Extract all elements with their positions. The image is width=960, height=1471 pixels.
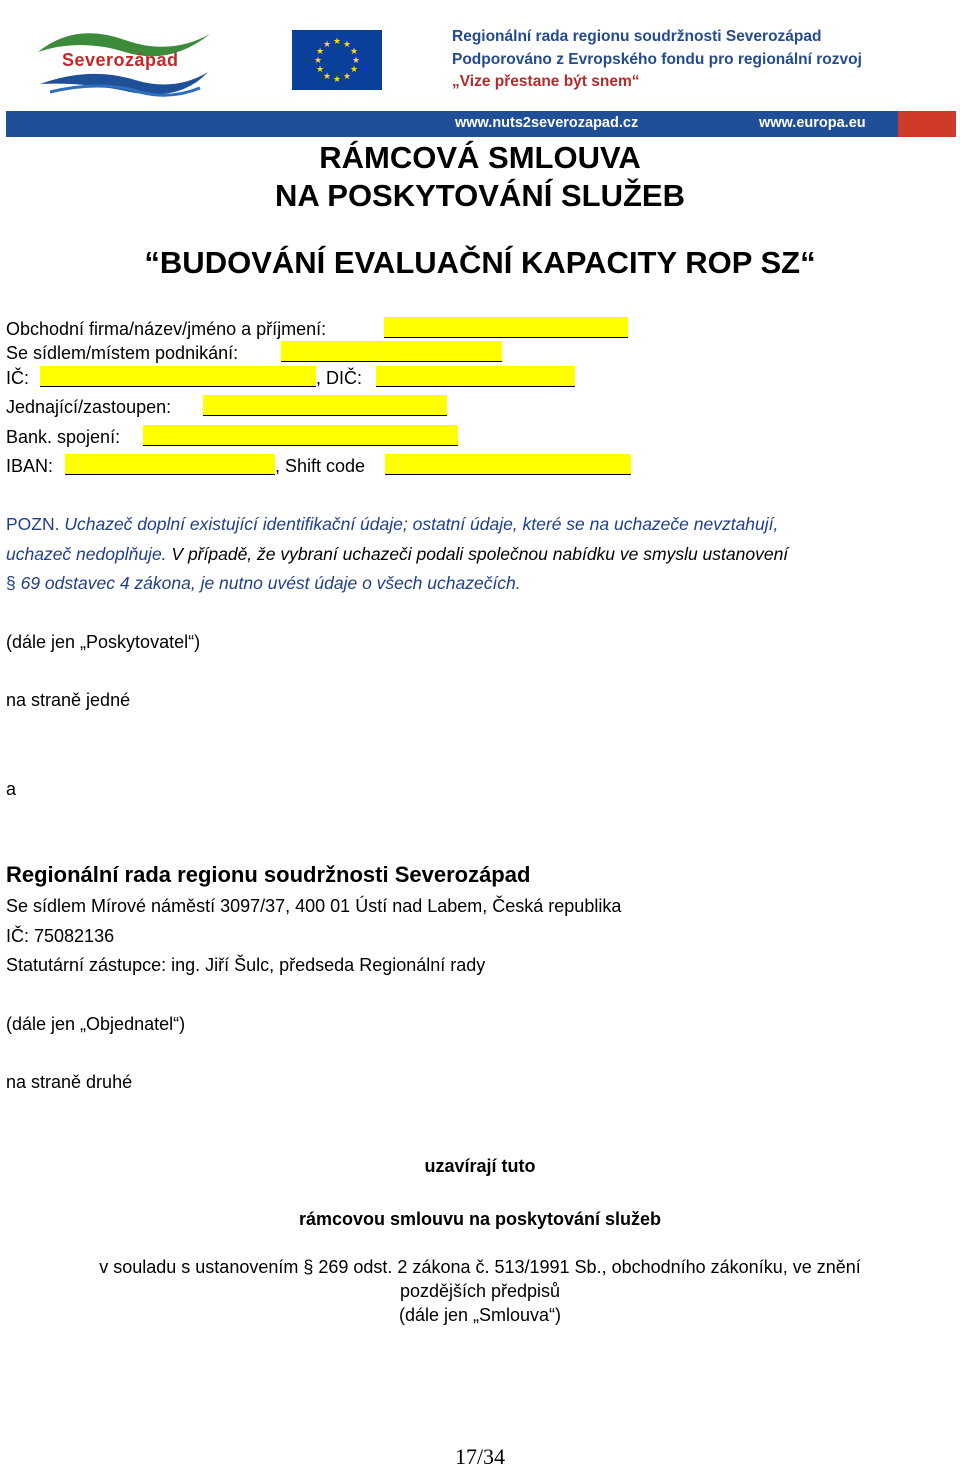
jednajici-label: Jednající/zastoupen: — [6, 397, 172, 417]
note-line-3 — [6, 573, 521, 594]
dic-input[interactable] — [376, 366, 575, 387]
soulad-line-2: pozdějších předpisů — [399, 1281, 561, 1301]
note-text-3: 69 odstavec 4 zákona, je nutno uvést údaje o všech uchazečích. — [15, 573, 521, 593]
svg-text:★: ★ — [315, 47, 325, 57]
svg-text:★: ★ — [313, 56, 323, 66]
jednajici-input[interactable] — [203, 395, 447, 416]
smlouva-text: (dále jen „Smlouva“) — [398, 1305, 562, 1325]
strana-druhe-text: na straně druhé — [6, 1072, 133, 1092]
document-title-line-1: RÁMCOVÁ SMLOUVA — [319, 140, 641, 175]
severozapad-logo — [30, 22, 215, 102]
svg-text:★: ★ — [322, 40, 332, 50]
soulad-line-1: v souladu s ustanovením § 269 odst. 2 zákona č. 513/1991 Sb., obchodního zákoníku, ve znění — [99, 1257, 861, 1277]
header-line-2: Podporováno z Evropského fondu pro regionální rozvoj — [452, 50, 862, 68]
firma-input[interactable] — [384, 317, 628, 338]
bank-input[interactable] — [143, 425, 458, 446]
conjunction-a: a — [6, 779, 17, 799]
svg-text:★: ★ — [332, 37, 342, 47]
document-title-line-2: NA POSKYTOVÁNÍ SLUŽEB — [275, 178, 685, 213]
note-text-1: Uchazeč doplní existující identifikační údaje; ostatní údaje, které se na uchazeče nevztahují, — [59, 514, 779, 534]
ramcova-smlouva-text: rámcovou smlouvu na poskytování služeb — [298, 1209, 662, 1229]
shift-label: , Shift code — [275, 456, 366, 476]
header-text-block — [452, 26, 862, 94]
svg-text:★: ★ — [322, 72, 332, 82]
iban-input[interactable] — [65, 454, 275, 475]
svg-text:★: ★ — [342, 72, 352, 82]
svg-text:★: ★ — [349, 47, 359, 57]
svg-text:★: ★ — [332, 75, 342, 85]
header-line-3: „Vize přestane být snem“ — [452, 73, 640, 90]
firma-label: Obchodní firma/název/jméno a příjmení: — [6, 319, 327, 339]
note-prefix: POZN. — [6, 514, 60, 534]
note-text-2b: V případě, že vybraní uchazeči podali společnou nabídku ve smyslu ustanovení — [166, 544, 789, 564]
objednatel-text: (dále jen „Objednatel“) — [6, 1014, 186, 1034]
svg-text:★: ★ — [342, 40, 352, 50]
sidlo-label: Se sídlem/místem podnikání: — [6, 343, 239, 363]
objednatel-statutar: Statutární zástupce: ing. Jiří Šulc, předseda Regionální rady — [6, 955, 486, 975]
bank-label: Bank. spojení: — [6, 427, 121, 447]
note-line-2 — [6, 544, 788, 565]
shift-input[interactable] — [385, 454, 631, 475]
uzaviraji-text: uzavírají tuto — [424, 1156, 536, 1176]
ic-input[interactable] — [40, 366, 316, 387]
poskytovatel-text: (dále jen „Poskytovatel“) — [6, 632, 201, 652]
svg-text:★: ★ — [351, 56, 361, 66]
link-nuts2severozapad[interactable]: www.nuts2severozapad.cz — [455, 115, 639, 131]
header-banner — [0, 0, 960, 140]
logo-text: Severozápad — [62, 50, 179, 70]
page-number: 17/34 — [454, 1444, 506, 1469]
objednatel-sidlo: Se sídlem Mírové náměstí 3097/37, 400 01 Ústí nad Labem, Česká republika — [6, 896, 622, 916]
dic-label: , DIČ: — [316, 368, 363, 388]
objednatel-name: Regionální rada regionu soudržnosti Severozápad — [6, 862, 531, 887]
strana-jedne-text: na straně jedné — [6, 690, 131, 710]
svg-text:★: ★ — [349, 65, 359, 75]
sidlo-input[interactable] — [281, 341, 502, 362]
note-text-2a: uchazeč nedoplňuje. — [6, 544, 167, 564]
ic-label: IČ: — [6, 368, 30, 388]
header-line-1: Regionální rada regionu soudržnosti Severozápad — [452, 28, 822, 45]
iban-label: IBAN: — [6, 456, 54, 476]
paragraph-sign: § — [6, 573, 16, 593]
svg-text:★: ★ — [315, 65, 325, 75]
objednatel-ic: IČ: 75082136 — [6, 926, 115, 946]
url-bar-accent — [898, 111, 956, 137]
document-subtitle: “BUDOVÁNÍ EVALUAČNÍ KAPACITY ROP SZ“ — [144, 245, 816, 280]
link-europa[interactable]: www.europa.eu — [759, 115, 866, 131]
note-line-1 — [6, 514, 778, 535]
eu-flag-icon — [292, 30, 382, 90]
